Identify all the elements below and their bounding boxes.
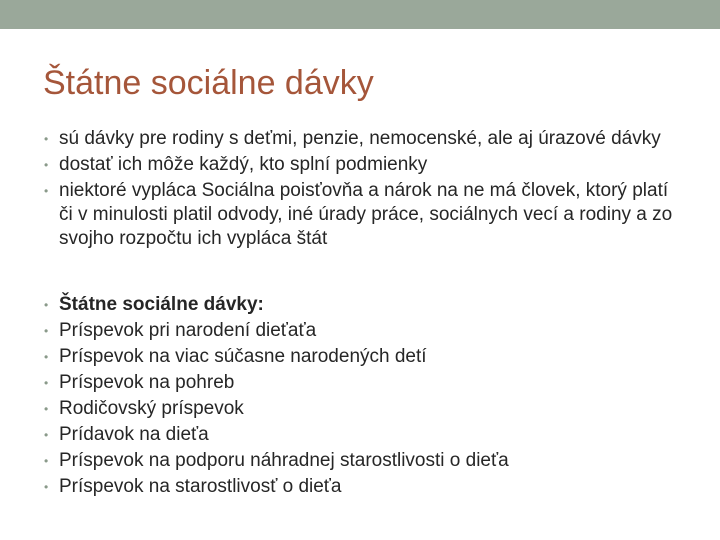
- list-item: [44, 345, 684, 369]
- slide-title: Štátne sociálne dávky: [43, 64, 374, 102]
- bullet-icon: •: [44, 158, 49, 172]
- benefits-heading: Štátne sociálne dávky:: [59, 294, 264, 315]
- bullet-text: niektoré vypláca Sociálna poisťovňa a nárok na ne má človek, ktorý platí či v minulosti platil odvody, iné úrady práce, sociálnych vecí a rodiny a zo svojho rozpočtu ich vypláca štát: [59, 180, 673, 249]
- list-item: [44, 127, 684, 151]
- list-item: [44, 319, 684, 343]
- list-item: [44, 449, 684, 473]
- list-item: [44, 475, 684, 499]
- list-item: [44, 371, 684, 395]
- list-item: [44, 153, 684, 177]
- bullet-text: Prídavok na dieťa: [59, 424, 209, 445]
- bullet-text: Rodičovský príspevok: [59, 398, 244, 419]
- bullet-list-intro: [44, 127, 684, 253]
- bullet-icon: •: [44, 324, 49, 338]
- bullet-icon: •: [44, 402, 49, 416]
- list-item: [44, 397, 684, 421]
- bullet-list-benefits: [44, 293, 684, 501]
- bullet-icon: •: [44, 454, 49, 468]
- bullet-text: Príspevok na starostlivosť o dieťa: [59, 476, 342, 497]
- bullet-text: sú dávky pre rodiny s deťmi, penzie, nemocenské, ale aj úrazové dávky: [59, 128, 661, 149]
- bullet-text: Príspevok na podporu náhradnej starostlivosti o dieťa: [59, 450, 509, 471]
- bullet-icon: •: [44, 480, 49, 494]
- bullet-text: dostať ich môže každý, kto splní podmienky: [59, 154, 428, 175]
- top-decorative-band: [0, 0, 720, 29]
- bullet-text: Príspevok pri narodení dieťaťa: [59, 320, 317, 341]
- list-item: [44, 423, 684, 447]
- list-item: [44, 179, 684, 251]
- bullet-icon: •: [44, 132, 49, 146]
- bullet-icon: •: [44, 184, 49, 198]
- bullet-icon: •: [44, 428, 49, 442]
- bullet-text: Príspevok na viac súčasne narodených detí: [59, 346, 427, 367]
- bullet-icon: •: [44, 350, 49, 364]
- bullet-icon: •: [44, 298, 49, 312]
- list-item: [44, 293, 684, 317]
- bullet-text: Príspevok na pohreb: [59, 372, 235, 393]
- bullet-icon: •: [44, 376, 49, 390]
